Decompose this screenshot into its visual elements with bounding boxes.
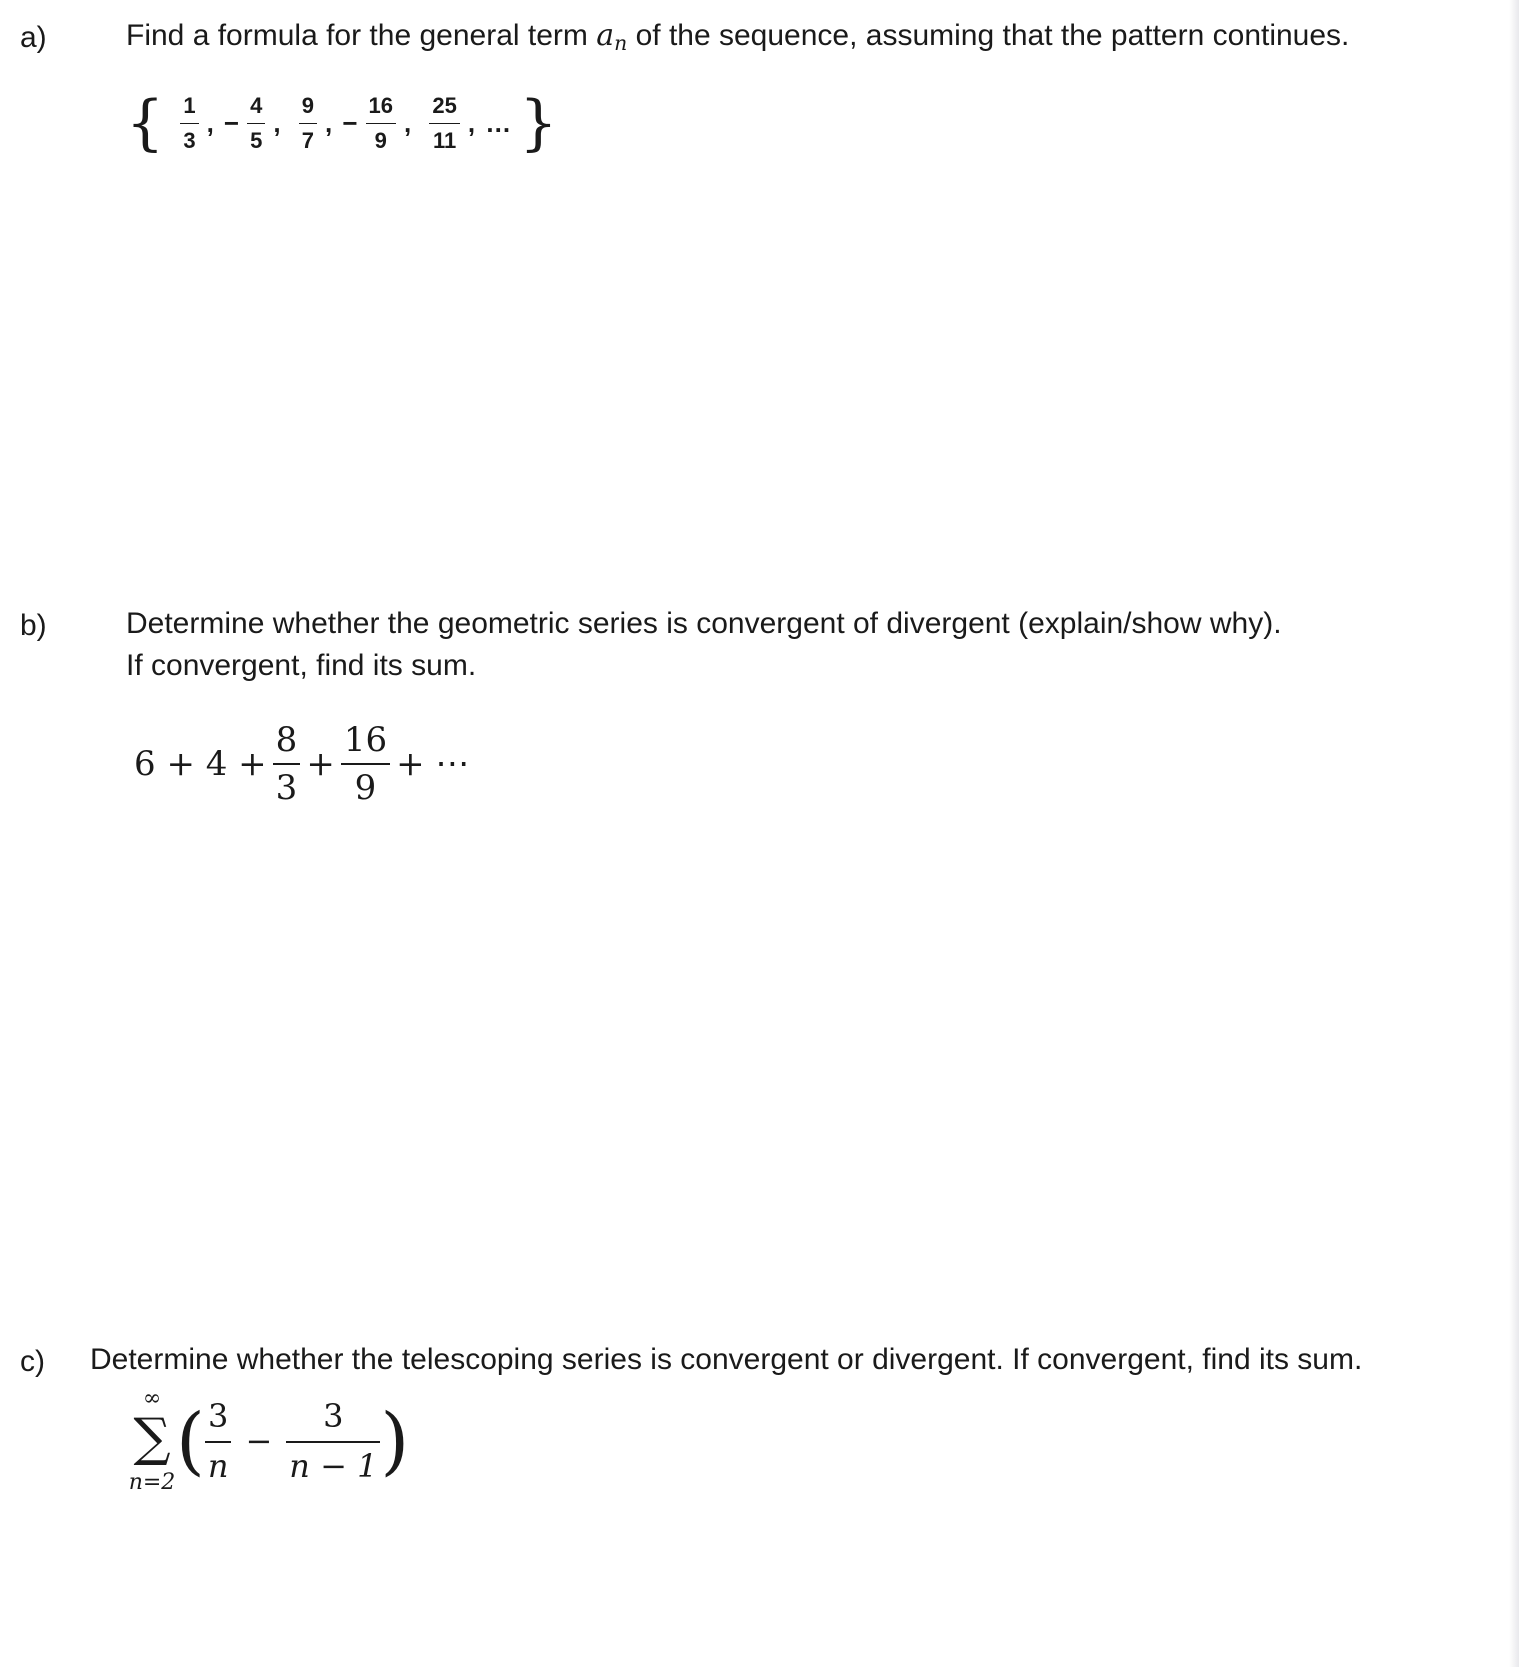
geo-fraction-1-den: 3 [275, 768, 298, 808]
summation [128, 1388, 176, 1494]
sum-lower-limit: n=2 [128, 1470, 176, 1495]
seq-separator: , [467, 107, 476, 138]
seq-term-5-den: 11 [432, 127, 457, 153]
page-edge-shadow [1509, 0, 1519, 1667]
geo-fraction-2-den: 9 [354, 768, 377, 808]
seq-term-5 [429, 93, 459, 154]
seq-term-4 [366, 93, 396, 154]
seq-sign-4: − [342, 107, 358, 138]
part-a-prompt [126, 16, 1349, 58]
seq-term-5-num: 25 [429, 93, 459, 124]
sigma-symbol: ∑ [133, 1408, 171, 1468]
tele-fraction-1-den: n [207, 1447, 229, 1485]
part-a-prompt-after: of the sequence, assuming that the pattern continues. [627, 19, 1350, 52]
part-b-label: b) [20, 609, 47, 642]
telescoping-series-expression [128, 1388, 409, 1494]
seq-term-2-den: 5 [250, 127, 263, 153]
seq-term-2-num: 4 [247, 93, 265, 124]
seq-ellipsis: … [485, 107, 512, 138]
part-b-line-1: Determine whether the geometric series is convergent of divergent (explain/show why). [126, 607, 1282, 640]
geo-tail: + ⋯ [396, 744, 470, 784]
close-paren: ) [380, 1398, 410, 1484]
geo-fraction-1-num: 8 [273, 720, 301, 765]
seq-separator: , [273, 107, 281, 138]
open-paren: ( [176, 1398, 205, 1484]
geo-lead-terms: 6 + 4 + [134, 744, 267, 784]
tele-fraction-2-num: 3 [286, 1397, 380, 1443]
seq-term-1-num: 1 [180, 93, 198, 124]
tele-fraction-2-den: n − 1 [289, 1447, 378, 1485]
part-b-line-2: If convergent, find its sum. [126, 649, 477, 682]
part-c-label: c) [20, 1345, 45, 1378]
seq-term-4-den: 9 [374, 127, 387, 153]
tele-fraction-2 [286, 1397, 380, 1485]
part-a-prompt-before: Find a formula for the general term [126, 19, 597, 52]
seq-term-1-den: 3 [183, 127, 196, 153]
open-brace: { [126, 88, 165, 158]
tele-fraction-1-num: 3 [205, 1397, 232, 1443]
seq-term-3 [299, 93, 317, 154]
geo-fraction-2 [341, 720, 390, 808]
general-term-symbol [596, 18, 628, 56]
geo-fraction-2-num: 16 [341, 720, 390, 765]
term-subscript: n [614, 31, 628, 56]
sum-upper-limit: ∞ [142, 1386, 162, 1411]
close-brace: } [519, 88, 558, 158]
sequence-expression [126, 88, 558, 158]
tele-fraction-1 [205, 1397, 232, 1485]
geo-plus: + [306, 744, 335, 784]
geo-fraction-1 [273, 720, 301, 808]
part-a-label: a) [20, 21, 47, 54]
geometric-series-expression [128, 720, 475, 808]
seq-sign-2: − [223, 107, 240, 138]
seq-term-3-num: 9 [299, 93, 317, 124]
seq-term-2 [247, 93, 265, 154]
seq-term-4-num: 16 [366, 93, 396, 124]
part-c-prompt: Determine whether the telescoping series is convergent or divergent. If convergent, find its sum. [90, 1343, 1363, 1376]
term-base: a [596, 18, 615, 53]
seq-term-1 [180, 93, 198, 154]
seq-separator: , [206, 107, 214, 138]
seq-separator: , [404, 107, 412, 138]
seq-term-3-den: 7 [301, 127, 314, 153]
tele-minus: − [245, 1422, 273, 1460]
seq-separator: , [324, 107, 333, 138]
